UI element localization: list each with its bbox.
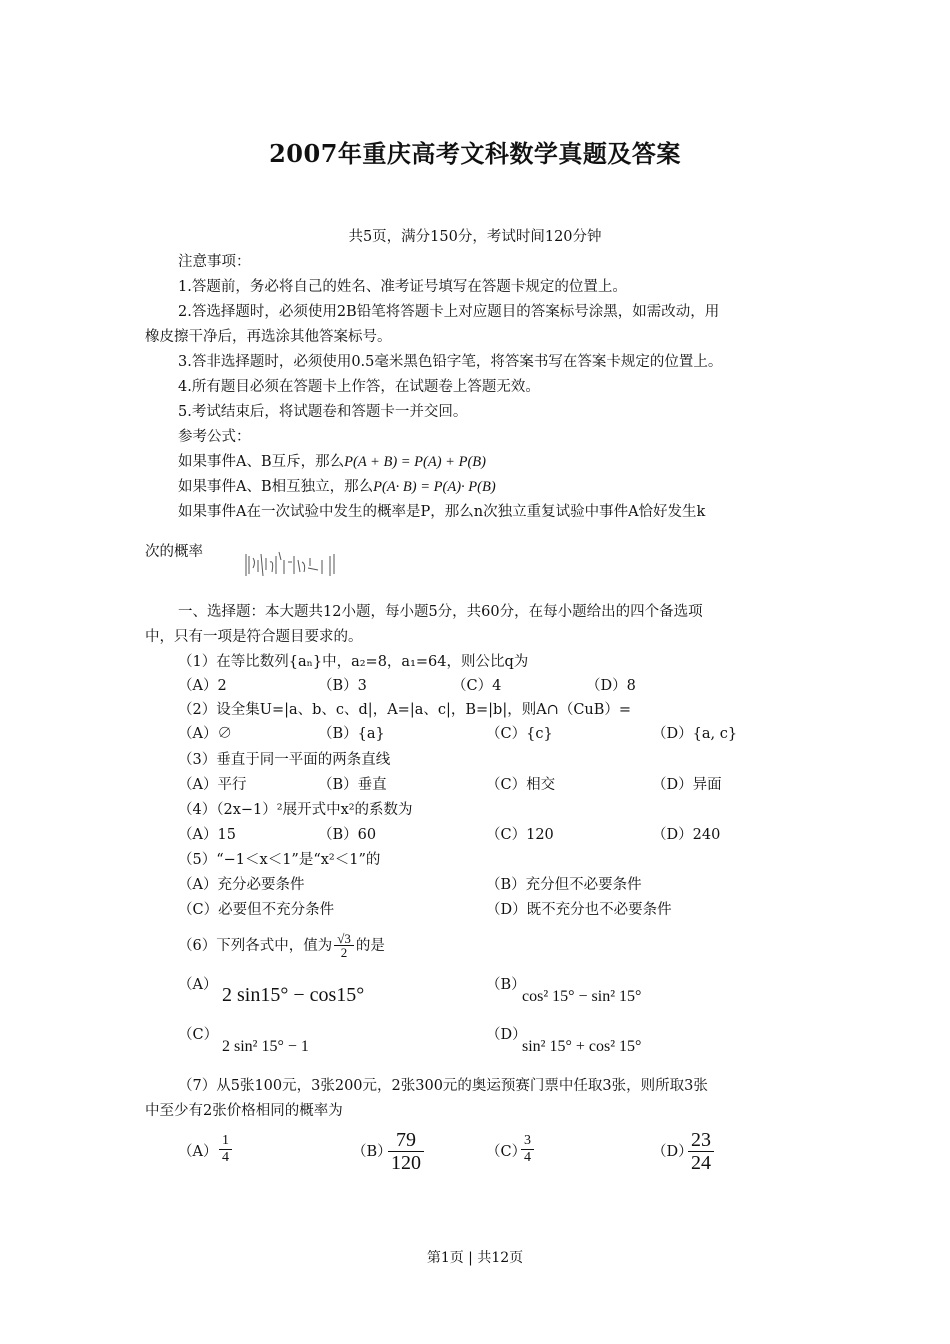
q7-label-b: （B） (352, 1144, 392, 1160)
q2-option-c: （C）{c} (486, 726, 553, 742)
q7-a-num: 1 (219, 1134, 232, 1150)
notice-item-2: 2.答选择题时，必须使用2B铅笔将答题卡上对应题目的答案标号涂黑，如需改动，用 (178, 304, 720, 320)
q2-option-b: （B）{a} (318, 726, 385, 742)
q6-label-d: （D） (486, 1027, 527, 1043)
q6-label-b: （B） (486, 977, 526, 993)
q3-option-c: （C）相交 (486, 777, 556, 793)
q6-frac-num: √3 (334, 932, 354, 947)
q1-option-d: （D）8 (586, 678, 636, 694)
q7-option-d-fraction (688, 1130, 714, 1174)
q4-stem: （4）（2x−1）²展开式中x²的系数为 (178, 802, 413, 818)
q7-option-a-fraction (219, 1134, 232, 1165)
notice-item-3: 3.答非选择题时，必须使用0.5毫米黑色铅字笔，将答案书写在答案卡规定的位置上。 (178, 354, 723, 370)
q6-label-c: （C） (178, 1027, 219, 1043)
section1-intro-1: 一、选择题：本大题共12小题，每小题5分，共60分，在每小题给出的四个备选项 (178, 604, 703, 620)
formula-2-math: P(A· B) = P(A)· P(B) (373, 479, 496, 495)
q5-option-c: （C）必要但不充分条件 (178, 902, 335, 918)
formula-3-line2: 次的概率 (145, 544, 203, 560)
notice-heading: 注意事项： (178, 254, 251, 270)
notice-item-2-cont: 橡皮擦干净后，再选涂其他答案标号。 (145, 329, 392, 345)
formula-1 (178, 452, 486, 472)
q4-option-c: （C）120 (486, 827, 554, 843)
q7-d-den: 24 (691, 1152, 711, 1174)
q1-option-c: （C）4 (452, 678, 502, 694)
q2-option-a: （A）∅ (178, 726, 232, 742)
notice-item-5: 5.考试结束后，将试题卷和答题卡一并交回。 (178, 404, 468, 420)
q5-stem: （5）“−1＜x＜1”是“x²＜1”的 (178, 852, 381, 868)
q3-stem: （3）垂直于同一平面的两条直线 (178, 752, 391, 768)
q7-b-den: 120 (391, 1152, 421, 1174)
section1-intro-2: 中，只有一项是符合题目要求的。 (145, 629, 363, 645)
q7-c-den: 4 (524, 1149, 531, 1165)
binomial-formula-image (244, 548, 338, 578)
q1-option-b: （B）3 (318, 678, 367, 694)
q7-b-num: 79 (388, 1130, 424, 1152)
q6-frac-den: 2 (340, 945, 348, 961)
q7-a-den: 4 (222, 1149, 229, 1165)
q5-option-b: （B）充分但不必要条件 (486, 877, 642, 893)
q6-expr-b: cos² 15° − sin² 15° (522, 988, 642, 1005)
exam-subtitle: 共5页，满分150分，考试时间120分钟 (348, 229, 602, 245)
q3-option-b: （B）垂直 (318, 777, 387, 793)
q2-stem: （2）设全集U=|a、b、c、d|，A=|a、c|，B=|b|，则A∩（CuB）= (178, 702, 632, 718)
q7-stem-2: 中至少有2张价格相同的概率为 (145, 1103, 343, 1119)
q5-option-d: （D）既不充分也不必要条件 (486, 902, 672, 918)
q5-option-a: （A）充分必要条件 (178, 877, 305, 893)
q6-stem (178, 926, 385, 966)
q3-option-d: （D）异面 (652, 777, 722, 793)
q7-label-d: （D） (652, 1144, 693, 1160)
q4-option-b: （B）60 (318, 827, 377, 843)
q2-option-d: （D）{a, c} (652, 726, 738, 742)
q6-stem-prefix: （6）下列各式中，值为 (178, 938, 333, 954)
page-footer: 第1页 | 共12页 (426, 1250, 524, 1266)
q4-option-a: （A）15 (178, 827, 236, 843)
q7-option-b-fraction (388, 1130, 424, 1174)
formula-1-text: 如果事件A、B互斥，那么 (178, 454, 345, 470)
q7-stem-1: （7）从5张100元，3张200元，2张300元的奥运预赛门票中任取3张，则所取3张 (178, 1078, 708, 1094)
formula-heading: 参考公式： (178, 429, 251, 445)
q7-c-num: 3 (521, 1134, 534, 1150)
page-title: 2007年重庆高考文科数学真题及答案 (269, 139, 681, 168)
q6-expr-a: 2 sin15° − cos15° (222, 984, 365, 1006)
q6-stem-suffix: 的是 (355, 938, 385, 954)
q7-label-a: （A） (178, 1144, 218, 1160)
q6-stem-fraction (334, 932, 354, 961)
formula-2-text: 如果事件A、B相互独立，那么 (178, 479, 374, 495)
notice-item-1: 1.答题前，务必将自己的姓名、准考证号填写在答题卡规定的位置上。 (178, 279, 627, 295)
q4-option-d: （D）240 (652, 827, 721, 843)
q7-option-c-fraction (521, 1134, 534, 1165)
notice-item-4: 4.所有题目必须在答题卡上作答，在试题卷上答题无效。 (178, 379, 540, 395)
q6-expr-c: 2 sin² 15° − 1 (222, 1038, 309, 1055)
formula-3-line1: 如果事件A在一次试验中发生的概率是P，那么n次独立重复试验中事件A恰好发生k (178, 504, 706, 520)
q1-stem: （1）在等比数列{aₙ}中，a₂=8，a₁=64，则公比q为 (178, 654, 529, 670)
q7-d-num: 23 (688, 1130, 714, 1152)
q7-label-c: （C） (486, 1144, 527, 1160)
formula-2 (178, 477, 496, 497)
q1-option-a: （A）2 (178, 678, 227, 694)
q6-label-a: （A） (178, 977, 218, 993)
formula-1-math: P(A + B) = P(A) + P(B) (344, 454, 486, 470)
q3-option-a: （A）平行 (178, 777, 247, 793)
q6-expr-d: sin² 15° + cos² 15° (522, 1038, 642, 1055)
